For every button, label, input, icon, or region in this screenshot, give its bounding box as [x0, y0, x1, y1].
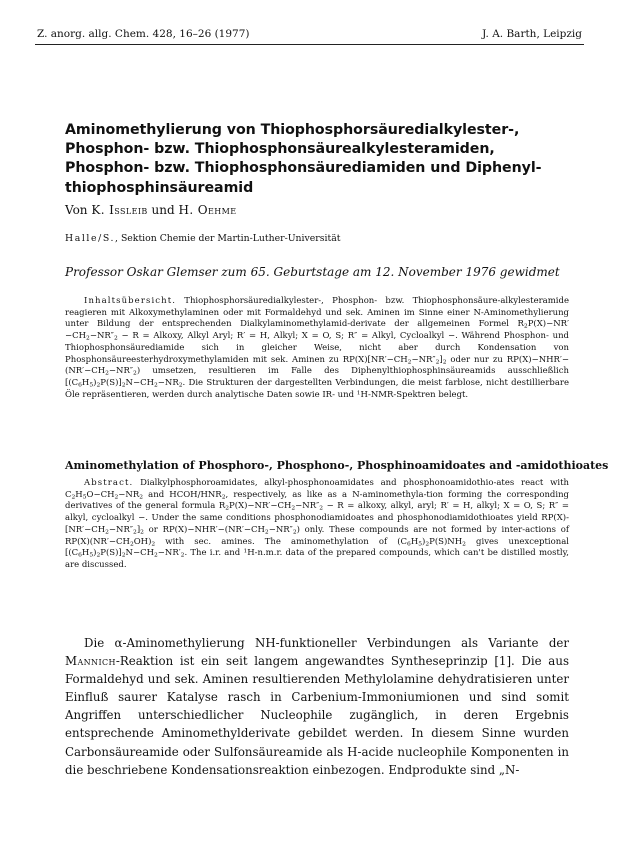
text-run: ) only. These compounds are not formed by inter-actions of RP(X)(NR′−CH: [65, 524, 569, 547]
dedication: Professor Oskar Glemser zum 65. Geburtstage am 12. November 1976 gewidmet: [65, 265, 560, 279]
text-run: −NR″: [268, 524, 293, 535]
text-run: −NR″: [108, 366, 134, 377]
authors: [65, 203, 237, 217]
text-run: . The i.r. and: [184, 548, 244, 559]
subscript: 2: [462, 540, 466, 547]
subscript: 5: [89, 551, 94, 559]
subscript: 2: [133, 528, 137, 536]
text-run: P(X)−NR′−CH: [229, 501, 292, 512]
text-run: Dialkylphosphoroamidates, alkyl-phosphonoamidates and phosphonoamidothio-ates react with C: [65, 478, 570, 500]
subscript: 2: [71, 493, 76, 501]
body-text: [65, 634, 569, 779]
abstract-german: [65, 296, 569, 401]
author-name: H. Oehme: [178, 203, 237, 217]
text-run: H: [410, 536, 419, 547]
abstract-english: [65, 478, 569, 572]
subscript: 6: [78, 551, 82, 559]
subscript: 2: [129, 540, 134, 547]
subscript: 2: [105, 528, 109, 536]
text-run: ): [422, 536, 426, 547]
subscript: 6: [78, 381, 82, 389]
journal-citation: Z. anorg. allg. Chem. 428, 16–26 (1977): [37, 28, 250, 40]
superscript: 1: [243, 547, 248, 555]
subscript: 6: [407, 540, 411, 547]
text-run: −NR′: [157, 548, 181, 559]
subscript: 2: [264, 528, 269, 536]
text-run: N−CH: [125, 377, 154, 388]
text-run: −NR″: [295, 501, 320, 512]
title-line: Phosphon- bzw. Thiophosphonsäurediamiden und Diphenyl-: [65, 160, 542, 177]
subscript: 2: [96, 551, 101, 559]
abstract-label: Inhaltsübersicht.: [84, 296, 177, 306]
subscript: 2: [121, 551, 126, 559]
text-run: −NR″: [108, 524, 134, 535]
text-run: H-NMR-Spektren belegt.: [360, 389, 469, 400]
text-run: −NR: [157, 377, 179, 388]
text-run: − R = Alkoxy, Alkyl Aryl; R′ = H, Alkyl; X = O, S; R″ = Alkyl, Cycloalkyl −. Während Phosphon- und Thiophosphonsäurediamide sich in gleicher Weise, nicht aber durch Kondensation von Phosphonsäureesterhydroxymethylamiden mit sek. Aminen zu RP(X)[NR′−CH: [65, 331, 569, 365]
subscript: 2: [113, 334, 118, 342]
subscript: 2: [442, 358, 447, 365]
text-run: ): [93, 548, 97, 559]
subscript: 2: [133, 369, 137, 377]
text-run: −NR″: [411, 354, 436, 365]
subscript: 2: [96, 381, 101, 389]
subscript: 2: [154, 551, 158, 559]
subscript: 2: [140, 528, 144, 536]
title-line: Phosphon- bzw. Thiophosphonsäurealkylesteramiden,: [65, 141, 495, 158]
text-run: -Reaktion ist ein seit langem angewandtes Syntheseprinzip [1]. Die aus Formaldehyd und sek. Aminen resultierenden Methylolamine dehydratisieren unter Einfluß saurer Katalyse rasch in Carbenium-Immoniumionen und sind somit Angriffen unterschiedlicher Nucleophile zugänglich, in deren Ergebnis entsprechende Aminomethylderivate gebildet werden. In diesem Sinne wurden Carbonsäureamide oder Sulfonsäureamide als H-acide nucleophile Komponenten in die beschriebene Kondensationsreaktion einbezogen. Endprodukte sind „N-: [65, 654, 569, 777]
subscript: 2: [121, 381, 126, 389]
text-run: N−CH: [125, 548, 154, 559]
text-run: and HCOH/HNR: [143, 489, 222, 500]
subscript: 2: [221, 493, 226, 501]
subscript: 2: [154, 381, 158, 389]
text-run: P(S)]: [100, 548, 122, 559]
subscript: 2: [292, 528, 297, 536]
publisher: J. A. Barth, Leipzig: [482, 28, 582, 40]
authors-conjunction: und: [151, 203, 175, 217]
subscript: 5: [418, 540, 423, 547]
subscript: 2: [425, 540, 430, 547]
text-run: H: [75, 489, 83, 500]
text-run: H-n.m.r. data of the prepared compounds, which can't be distilled mostly, are discussed.: [65, 548, 569, 570]
subscript: 2: [407, 358, 412, 365]
affiliation: [65, 233, 340, 244]
subscript: 2: [180, 551, 185, 559]
text-run: , respectively, as like as a N-aminomethyla-tion forming the corresponding derivatives of the general formula R: [65, 489, 569, 512]
subscript: 2: [151, 540, 156, 547]
text-run: OH): [133, 536, 152, 547]
text-run: oder nur zu RP(X)−NHR′−(NR′−CH: [65, 354, 569, 377]
subscript: 5: [82, 493, 87, 501]
english-title: Aminomethylation of Phosphoro-, Phosphono-, Phosphinoamidoates and -amidothioates: [65, 459, 609, 472]
text-run: H: [81, 548, 90, 559]
text-run: Die α-Aminomethylierung NH-funktioneller Verbindungen als Variante der: [84, 636, 569, 650]
text-run: P(S)]: [100, 377, 122, 388]
authors-prefix: Von: [65, 203, 88, 217]
text-run: − R = alkoxy, alkyl, aryl; R′ = H, alkyl; X = O, S; R″ = alkyl, cycloalkyl −. Under the same conditions phosphonodiamidoates and phosphonodiamidothioates yield RP(X)-[NR′−CH: [65, 501, 569, 535]
text-run: −NR: [118, 489, 140, 500]
subscript: 2: [105, 369, 109, 377]
running-header: [37, 28, 582, 40]
subscript: 2: [319, 504, 324, 512]
subscript: 2: [86, 334, 90, 342]
author-name: K. Issleib: [91, 203, 148, 217]
text-run: −NR″: [89, 331, 114, 342]
text-run: ) umsetzen, resultieren im Falle des Diphenylthiophosphinsäureamids ausschließlich [(C: [65, 366, 569, 388]
abstract-label: Abstract.: [84, 478, 134, 488]
text-run: ]: [136, 524, 141, 535]
subscript: 2: [225, 504, 230, 512]
title-line: thiophosphinsäureamid: [65, 179, 254, 196]
subscript: 2: [178, 381, 183, 389]
text-run: O−CH: [86, 489, 115, 500]
header-rule: [35, 44, 584, 45]
affiliation-city: Halle/S.: [65, 233, 116, 244]
text-run: with sec. amines. The aminomethylation of (C: [155, 536, 408, 547]
superscript: 1: [356, 388, 361, 396]
text-run: or RP(X)−NHR′−(NR′−CH: [143, 524, 265, 535]
subscript: 5: [89, 381, 94, 389]
title-line: Aminomethylierung von Thiophosphorsäuredialkylester-,: [65, 122, 520, 138]
subscript: 2: [114, 493, 119, 501]
text-run: ): [93, 377, 97, 388]
text-run: ]: [439, 354, 443, 365]
text-run: gives unexceptional [(C: [65, 536, 570, 559]
text-run: P(X)−NR′−CH: [65, 319, 569, 342]
subscript: 2: [435, 358, 440, 365]
subscript: 2: [523, 322, 528, 330]
subscript: 2: [291, 504, 296, 512]
text-run: . Die Strukturen der dargestellten Verbindungen, die meist farblose, nicht destillierbare Öle repräsentieren, werden durch analytische Daten sowie IR- und: [65, 377, 569, 400]
text-run: P(S)NH: [429, 536, 463, 547]
name-mannich: Mannich: [65, 654, 116, 669]
article-title: [65, 121, 570, 198]
text-run: H: [81, 377, 90, 388]
affiliation-institution: , Sektion Chemie der Martin-Luther-Universität: [115, 233, 341, 244]
subscript: 2: [139, 493, 144, 501]
text-run: Thiophosphorsäuredialkylester-, Phosphon- bzw. Thiophosphonsäure-alkylesteramide reagieren mit Alkoxymethylaminen oder mit Formaldehyd und sek. Aminen im Sinne einer N-Aminomethylierung unter Bildung der entsprechenden Dialkylaminomethylamid-derivate der allgemeinen Formel R: [65, 296, 569, 330]
